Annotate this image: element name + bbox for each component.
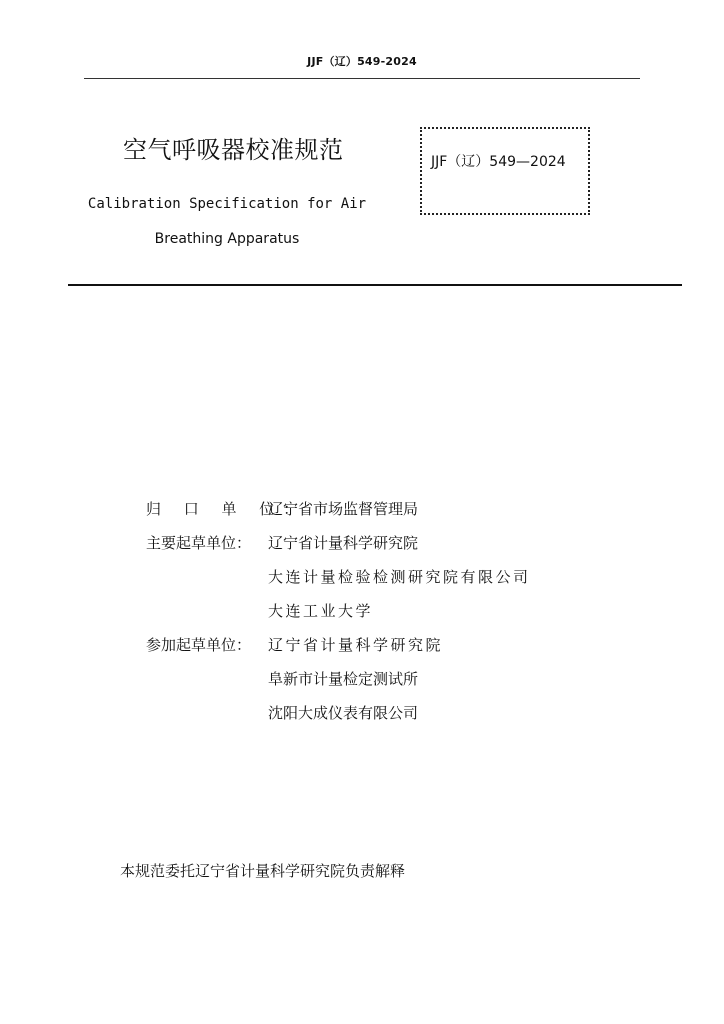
main-drafter-row — [146, 566, 666, 600]
responsible-unit-label: 归 口 单 位： — [146, 500, 308, 518]
participating-drafter-row — [146, 702, 666, 736]
organizations-section — [146, 498, 666, 736]
title-divider — [68, 284, 682, 286]
document-title-english-line1: Calibration Specification for Air — [87, 196, 367, 212]
participating-drafter-value: 辽宁省计量科学研究院 — [268, 636, 444, 654]
participating-drafter-value: 沈阳大成仪表有限公司 — [268, 704, 419, 722]
main-drafter-value: 大连计量检验检测研究院有限公司 — [268, 568, 531, 586]
main-drafter-value: 大连工业大学 — [268, 602, 374, 620]
main-drafter-label: 主要起草单位： — [146, 534, 252, 552]
participating-drafter-value: 阜新市计量检定测试所 — [268, 670, 419, 688]
header-standard-code: JJF（辽）549-2024 — [307, 55, 417, 68]
main-drafter-value: 辽宁省计量科学研究院 — [268, 534, 419, 552]
header-divider — [84, 78, 640, 79]
document-title-chinese: 空气呼吸器校准规范 — [123, 136, 344, 164]
participating-drafter-row — [146, 634, 666, 668]
standard-code-box-text: JJF（辽）549—2024 — [431, 154, 566, 170]
participating-drafter-label: 参加起草单位： — [146, 636, 252, 654]
responsible-unit-value: 辽宁省市场监督管理局 — [268, 500, 419, 518]
participating-drafter-row — [146, 668, 666, 702]
interpretation-note: 本规范委托辽宁省计量科学研究院负责解释 — [120, 862, 406, 880]
main-drafter-row — [146, 532, 666, 566]
responsible-unit-row — [146, 498, 666, 532]
document-title-english-line2: Breathing Apparatus — [154, 231, 300, 247]
main-drafter-row — [146, 600, 666, 634]
